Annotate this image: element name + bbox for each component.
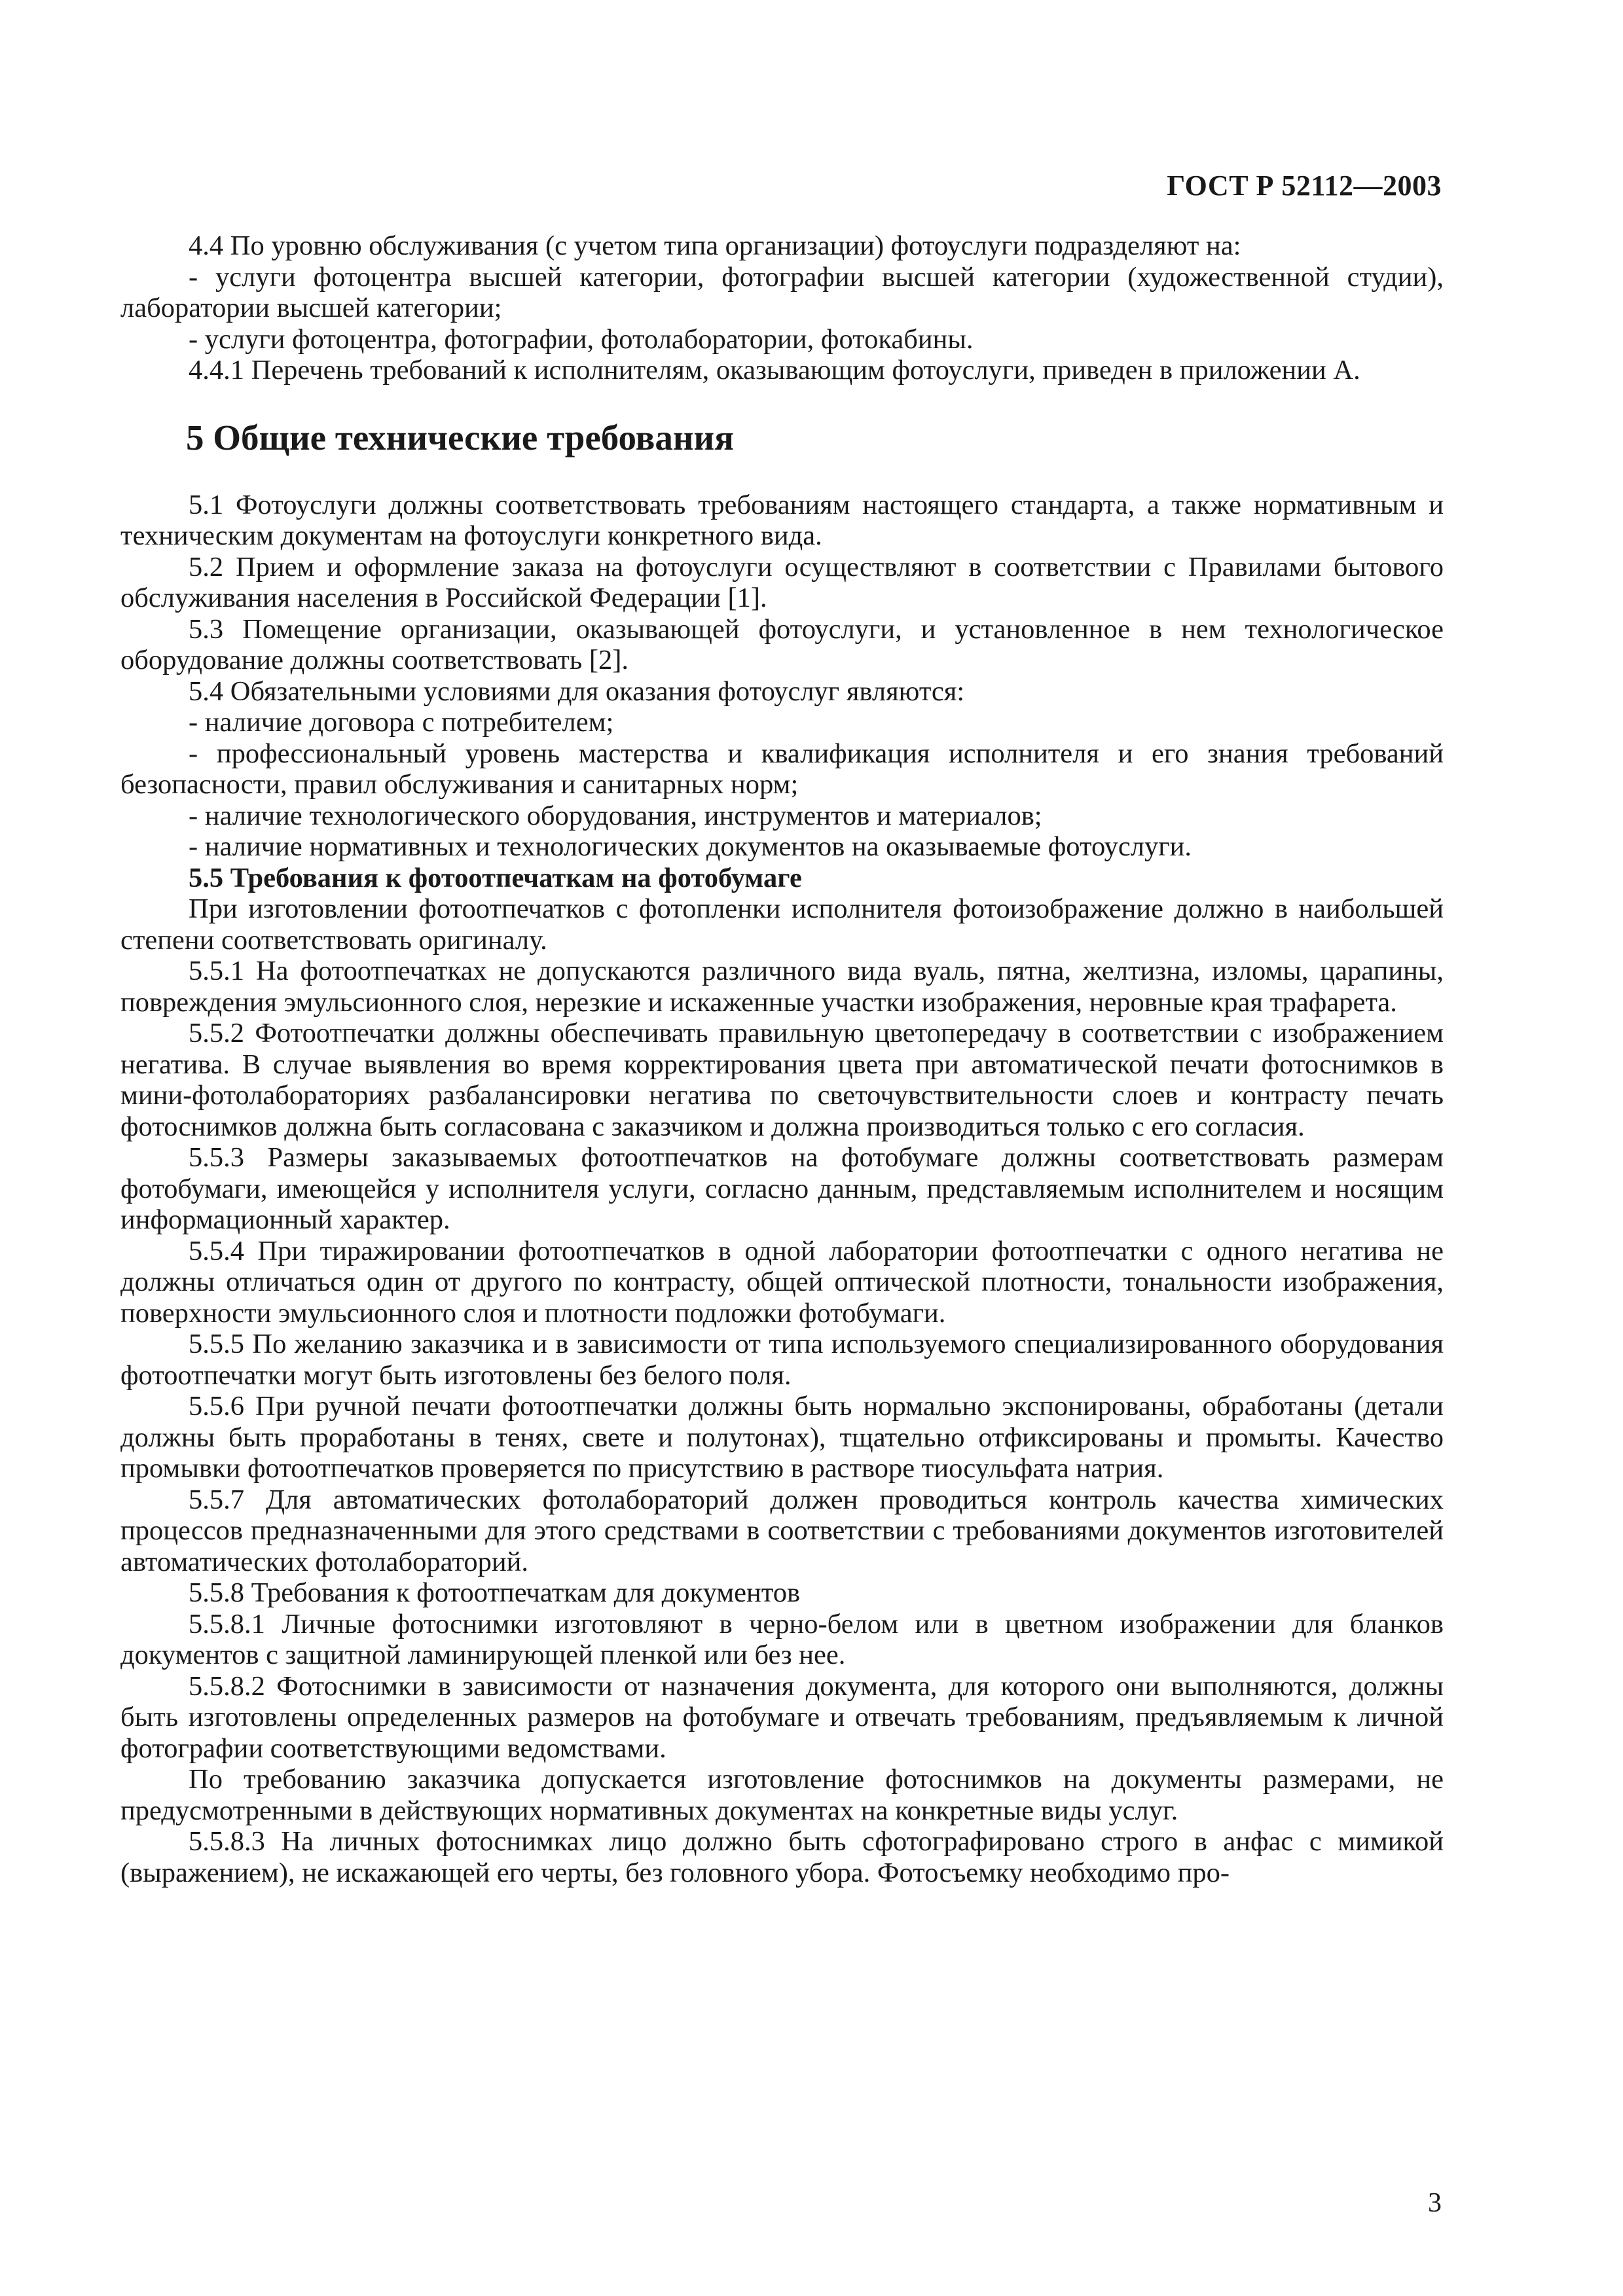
- paragraph-4-4-1: 4.4.1 Перечень требований к исполнителям, оказывающим фотоуслуги, приведен в приложении А.: [189, 355, 1360, 386]
- paragraph-5-1: 5.1 Фотоуслуги должны соответствовать требованиям настоящего стандарта, а также нормативным и техническим документам на фотоуслуги конкретного вида.: [120, 489, 1444, 551]
- list-item: - профессиональный уровень мастерства и квалификация исполнителя и его знания требований безопасности, правил обслуживания и санитарных норм;: [120, 738, 1444, 800]
- document-code: ГОСТ Р 52112—2003: [1167, 170, 1442, 202]
- paragraph-5-5-5: 5.5.5 По желанию заказчика и в зависимости от типа используемого специализированного оборудования фотоотпечатки могут быть изготовлены без белого поля.: [120, 1329, 1444, 1391]
- list-item: - наличие технологического оборудования, инструментов и материалов;: [189, 800, 1042, 831]
- paragraph-5-5-8-2: 5.5.8.2 Фотоснимки в зависимости от назначения документа, для которого они выполняются, должны быть изготовлены определенных размеров на фотобумаге и отвечать требованиям, предъявляемым к личной фотографии соответствующими ведомствами.: [120, 1670, 1444, 1764]
- paragraph-5-5-3: 5.5.3 Размеры заказываемых фотоотпечатков на фотобумаге должны соответствовать размерам фотобумаги, имеющейся у исполнителя услуги, согласно данным, представляемым исполнителем и носящим информационный характер.: [120, 1142, 1444, 1235]
- paragraph-5-2: 5.2 Прием и оформление заказа на фотоуслуги осуществляют в соответствии с Правилами бытового обслуживания населения в Российской Федерации [1].: [120, 551, 1444, 613]
- paragraph-5-5-1: 5.5.1 На фотоотпечатках не допускаются различного вида вуаль, пятна, желтизна, изломы, царапины, повреждения эмульсионного слоя, нерезкие и искаженные участки изображения, неровные края трафарета.: [120, 956, 1444, 1018]
- page-number: 3: [1428, 2188, 1442, 2218]
- paragraph-5-5-7: 5.5.7 Для автоматических фотолабораторий должен проводиться контроль качества химических процессов предназначенными для этого средствами в соответствии с требованиями документов изготовителей автоматических фотолабораторий.: [120, 1484, 1444, 1577]
- paragraph-5-3: 5.3 Помещение организации, оказывающей фотоуслуги, и установленное в нем технологическое оборудование должны соответствовать [2].: [120, 613, 1444, 675]
- paragraph-5-5: При изготовлении фотоотпечатков с фотопленки исполнителя фотоизображение должно в наибольшей степени соответствовать оригиналу.: [120, 893, 1444, 956]
- list-item: - услуги фотоцентра высшей категории, фотографии высшей категории (художественной студии), лаборатории высшей категории;: [120, 261, 1444, 323]
- paragraph-5-5-8-2-continued: По требованию заказчика допускается изготовление фотоснимков на документы размерами, не предусмотренными в действующих нормативных документах на конкретные виды услуг.: [120, 1764, 1444, 1826]
- list-item: - наличие нормативных и технологических документов на оказываемые фотоуслуги.: [189, 831, 1192, 862]
- paragraph-5-5-8: 5.5.8 Требования к фотоотпечаткам для документов: [189, 1577, 801, 1608]
- list-item: - наличие договора с потребителем;: [189, 707, 614, 738]
- list-item: - услуги фотоцентра, фотографии, фотолаборатории, фотокабины.: [189, 323, 974, 355]
- paragraph-5-5-8-1: 5.5.8.1 Личные фотоснимки изготовляют в черно-белом или в цветном изображении для бланков документов с защитной ламинирующей пленкой или без нее.: [120, 1608, 1444, 1670]
- paragraph-5-5-4: 5.5.4 При тиражировании фотоотпечатков в одной лаборатории фотоотпечатки с одного негатива не должны отличаться один от другого по контрасту, общей оптической плотности, тональности изображения, поверхности эмульсионного слоя и плотности подложки фотобумаги.: [120, 1235, 1444, 1329]
- paragraph-5-4: 5.4 Обязательными условиями для оказания фотоуслуг являются:: [189, 675, 965, 707]
- document-body: [120, 230, 1444, 1888]
- subsection-heading-5-5: 5.5 Требования к фотоотпечаткам на фотобумаге: [189, 862, 802, 893]
- paragraph-5-5-6: 5.5.6 При ручной печати фотоотпечатки должны быть нормально экспонированы, обработаны (детали должны быть проработаны в тенях, свете и полутонах), тщательно отфиксированы и промыты. Качество промывки фотоотпечатков проверяется по присутствию в растворе тиосульфата натрия.: [120, 1391, 1444, 1484]
- paragraph-4-4: 4.4 По уровню обслуживания (с учетом типа организации) фотоуслуги подразделяют на:: [189, 230, 1241, 261]
- paragraph-5-5-8-3: 5.5.8.3 На личных фотоснимках лицо должно быть сфотографировано строго в анфас с мимикой (выражением), не искажающей его черты, без головного убора. Фотосъемку необходимо про-: [120, 1826, 1444, 1888]
- section-heading: 5 Общие технические требования: [186, 417, 735, 457]
- paragraph-5-5-2: 5.5.2 Фотоотпечатки должны обеспечивать правильную цветопередачу в соответствии с изображением негатива. В случае выявления во время корректирования цвета при автоматической печати фотоснимков в мини-фотолабораториях разбалансировки негатива по светочувствительности слоев и контрасту печать фотоснимков должна быть согласована с заказчиком и должна производиться только с его согласия.: [120, 1018, 1444, 1142]
